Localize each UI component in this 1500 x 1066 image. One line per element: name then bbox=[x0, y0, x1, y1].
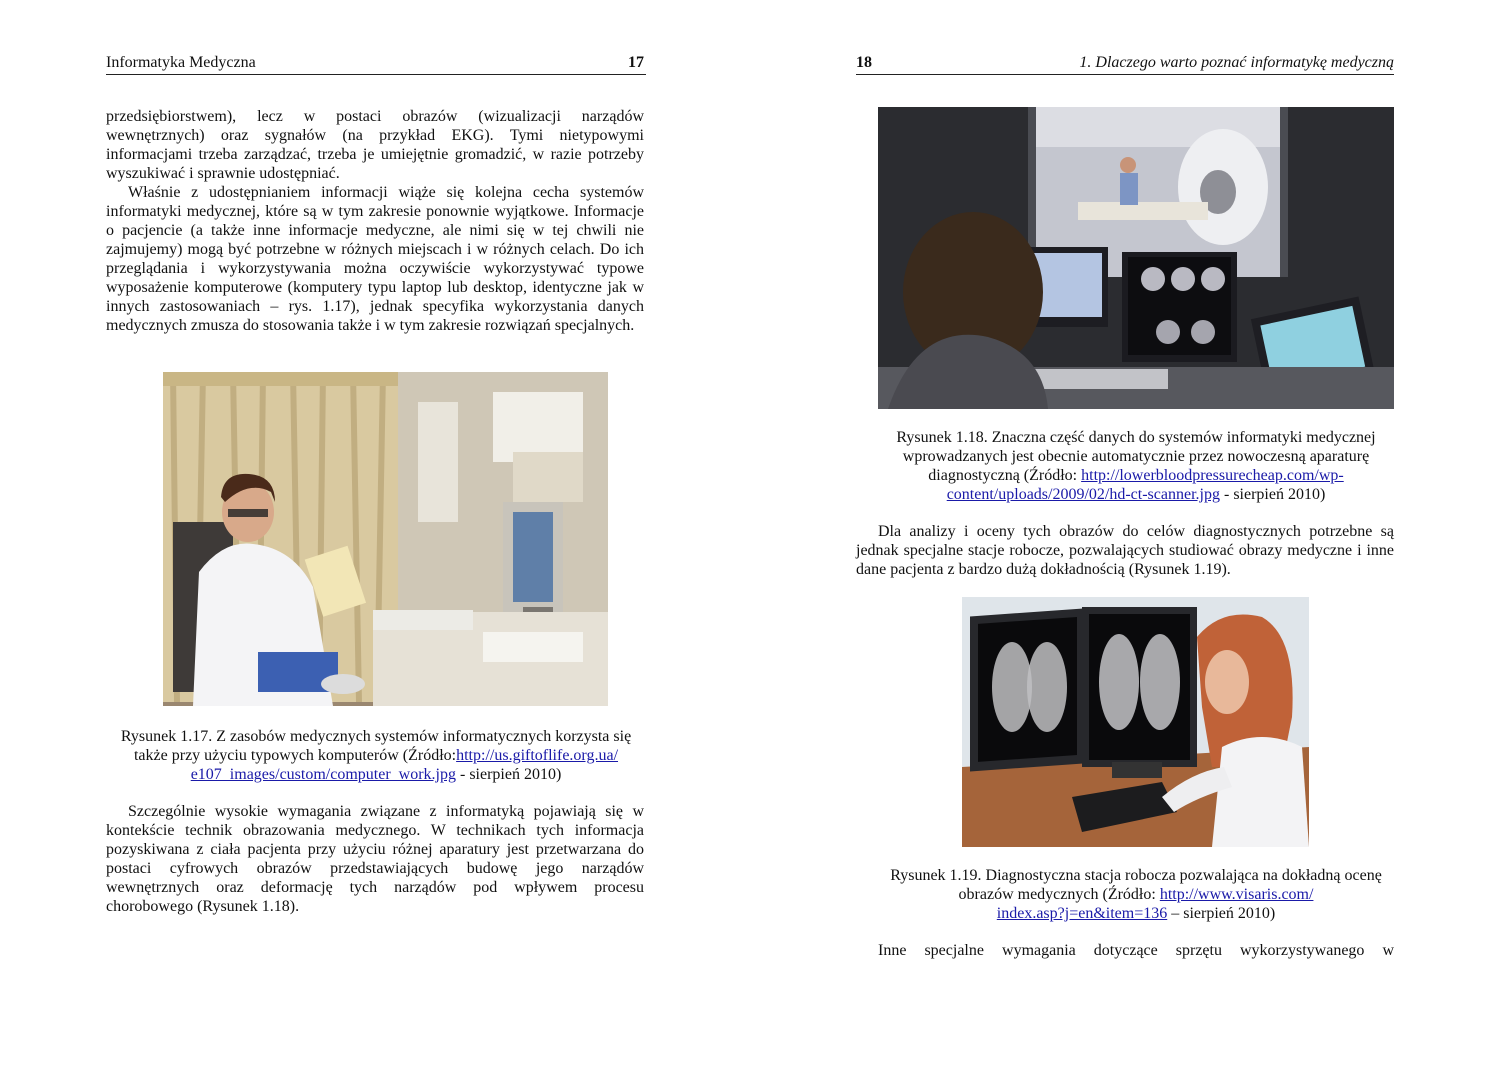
body-paragraph: Inne specjalne wymagania dotyczące sprzętu wykorzystywanego w bbox=[878, 942, 1394, 959]
caption-text: Rysunek 1.18. Znaczna część danych do systemów informatyki medycznej wprowadzanych jest obecnie automatycznie przez nowoczesną aparaturę diagnostyczną (Źródło: bbox=[896, 429, 1376, 484]
right-page bbox=[750, 0, 1500, 1066]
source-link[interactable]: http://us.giftoflife.org.ua/ bbox=[456, 747, 619, 764]
caption-text: Rysunek 1.17. Z zasobów medycznych systemów informatycznych korzysta się także przy użyciu typowych komputerów (Źródło: bbox=[120, 728, 632, 764]
caption-date: - sierpień 2010) bbox=[1219, 486, 1326, 503]
figure-caption bbox=[878, 428, 1394, 504]
source-link[interactable]: index.asp?j=en&item=136 bbox=[996, 905, 1168, 922]
figure-1-19-image bbox=[962, 597, 1309, 847]
source-link[interactable]: http://www.visaris.com/ bbox=[1159, 886, 1314, 903]
source-link[interactable]: content/uploads/2009/02/hd-ct-scanner.jpg bbox=[946, 486, 1220, 503]
body-paragraph: Właśnie z udostępnianiem informacji wiąże się kolejna cecha systemów informatyki medycznej, które są w tym zakresie ponownie wyjątkowe. Informacje o pacjencie (a także inne informacje medyczne, ale nimi się w tej chwili nie zajmujemy) mogą być potrzebne w różnych miejscach i w różnych celach. Do ich przeglądania i wykorzystywania można oczywiście wykorzystywać typowe wyposażenie komputerowe (komputery typu laptop lub desktop, identyczne jak w innych zastosowaniach – rys. 1.17), jednak specyfika wykorzystania danych medycznych zmusza do stosowania także i w tym zakresie rozwiązań specjalnych. bbox=[106, 184, 644, 334]
page-number: 17 bbox=[628, 54, 644, 71]
caption-text: Rysunek 1.19. Diagnostyczna stacja robocza pozwalająca na dokładną ocenę obrazów medycznych (Źródło: bbox=[890, 867, 1382, 903]
body-paragraph: Dla analizy i oceny tych obrazów do celów diagnostycznych potrzebne są jednak specjalne stacje robocze, pozwalających studiować obrazy medyczne i inne dane pacjenta z bardzo dużą dokładnością (Rysunek 1.19). bbox=[856, 523, 1394, 578]
figure-caption bbox=[878, 866, 1394, 923]
running-title: Informatyka Medyczna bbox=[106, 54, 256, 71]
source-link[interactable]: e107_images/custom/computer_work.jpg bbox=[190, 766, 456, 783]
figure-caption bbox=[108, 727, 644, 784]
page-header-right bbox=[856, 52, 1394, 75]
figure-1-18-image bbox=[878, 107, 1394, 409]
running-title: 1. Dlaczego warto poznać informatykę medyczną bbox=[1079, 54, 1394, 71]
caption-date: - sierpień 2010) bbox=[455, 766, 562, 783]
source-link[interactable]: http://lowerbloodpressurecheap.com/wp- bbox=[1081, 467, 1344, 484]
figure-1-17-image bbox=[163, 372, 608, 706]
body-paragraph: Szczególnie wysokie wymagania związane z informatyką pojawiają się w kontekście technik obrazowania medycznego. W technikach tych informacja pozyskiwana z ciała pacjenta przy użyciu różnej aparatury jest przetwarzana do postaci cyfrowych obrazów przedstawiających budowę jego narządów wewnętrznych oraz deformację tych narządów pod wpływem procesu chorobowego (Rysunek 1.18). bbox=[106, 803, 644, 915]
page-number: 18 bbox=[856, 54, 872, 71]
body-paragraph: przedsiębiorstwem), lecz w postaci obrazów (wizualizacji narządów wewnętrznych) oraz sygnałów (na przykład EKG). Tymi nietypowymi informacjami trzeba zarządzać, trzeba je umiejętnie gromadzić, w razie potrzeby wyszukiwać i sprawnie udostępniać. bbox=[106, 108, 644, 182]
caption-date: – sierpień 2010) bbox=[1167, 905, 1276, 922]
page-header-left bbox=[106, 52, 646, 75]
